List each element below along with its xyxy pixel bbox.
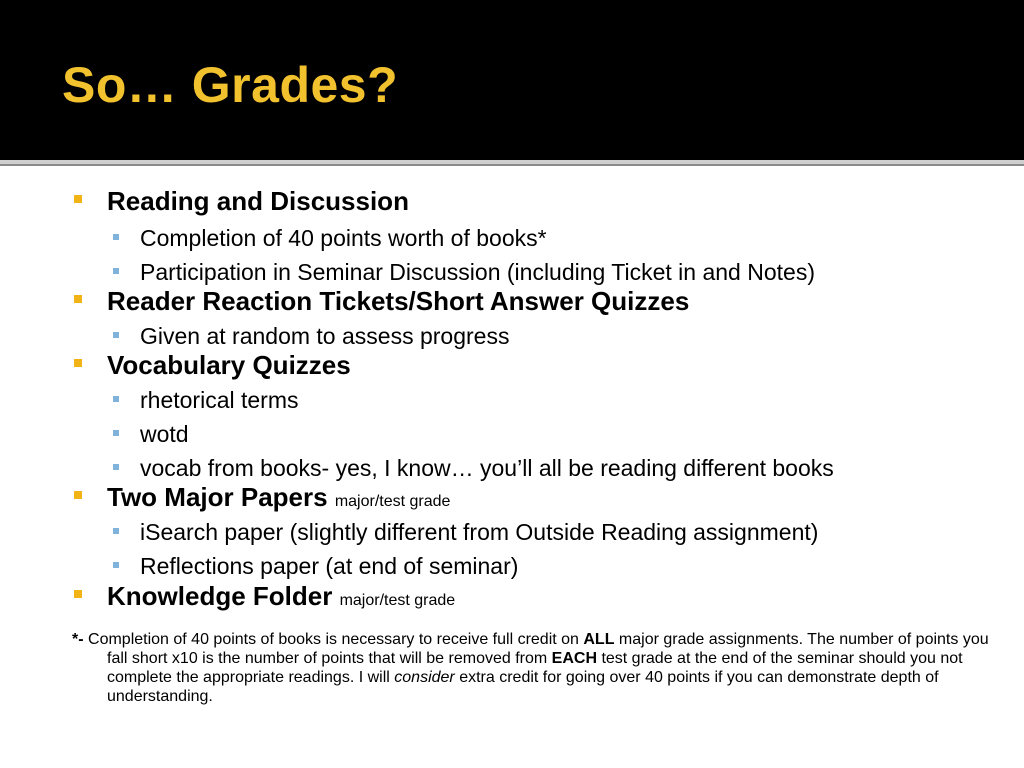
- list-item: [140, 421, 189, 448]
- list-item: [140, 225, 547, 252]
- section-note: major/test grade: [334, 493, 451, 510]
- list-item: [140, 519, 818, 546]
- section-label: Vocabulary Quizzes: [107, 350, 351, 380]
- section-label: Reading and Discussion: [107, 186, 409, 216]
- section-label: Knowledge Folder: [107, 581, 333, 611]
- item-text: Participation in Seminar Discussion (including Ticket in and Notes): [140, 259, 815, 285]
- bullet-square-icon: [74, 295, 82, 303]
- list-item: [140, 387, 298, 414]
- bullet-square-icon: [113, 268, 119, 274]
- item-text: iSearch paper (slightly different from Outside Reading assignment): [140, 519, 819, 545]
- list-item: [140, 259, 815, 286]
- bullet-square-icon: [74, 491, 82, 499]
- section-reader-reaction: [107, 286, 689, 317]
- footnote: [72, 630, 1007, 706]
- list-item: [140, 455, 834, 482]
- bullet-square-icon: [74, 359, 82, 367]
- section-reading-discussion: [107, 186, 409, 217]
- section-note: major/test grade: [339, 592, 456, 609]
- item-text: rhetorical terms: [140, 387, 299, 413]
- footnote-emphasis-each: EACH: [551, 650, 597, 667]
- footnote-emphasis-consider: consider: [394, 669, 455, 686]
- bullet-square-icon: [74, 195, 82, 203]
- item-text: Completion of 40 points worth of books*: [140, 225, 547, 251]
- section-two-major-papers: [107, 482, 450, 513]
- item-text: wotd: [140, 421, 189, 447]
- footnote-text: extra credit for going over 40 points if you can demonstrate depth of understanding.: [107, 669, 939, 705]
- section-knowledge-folder: [107, 581, 455, 612]
- footnote-text: Completion of 40 points of books is necessary to receive full credit on: [83, 631, 584, 648]
- item-text: vocab from books- yes, I know… you’ll all be reading different books: [140, 455, 834, 481]
- bullet-square-icon: [74, 590, 82, 598]
- list-item: [140, 323, 509, 350]
- section-label: Reader Reaction Tickets/Short Answer Quizzes: [107, 286, 690, 316]
- footnote-emphasis-all: ALL: [583, 631, 615, 648]
- bullet-square-icon: [113, 396, 119, 402]
- bullet-square-icon: [113, 332, 119, 338]
- footnote-text: test grade at the end of the seminar should you not complete the appropriate readings. I will: [107, 650, 963, 686]
- bullet-square-icon: [113, 528, 119, 534]
- list-item: [140, 553, 518, 580]
- footnote-text: major grade assignments. The number of points you fall short x10 is the number of points that will be removed from: [107, 631, 989, 667]
- bullet-square-icon: [113, 430, 119, 436]
- slide-title: So… Grades?: [62, 57, 399, 113]
- bullet-square-icon: [113, 464, 119, 470]
- section-vocabulary-quizzes: [107, 350, 351, 381]
- footnote-marker: *-: [72, 631, 84, 648]
- header-divider-shadow: [0, 164, 1024, 166]
- item-text: Reflections paper (at end of seminar): [140, 553, 519, 579]
- bullet-square-icon: [113, 562, 119, 568]
- section-label: Two Major Papers: [107, 482, 328, 512]
- bullet-square-icon: [113, 234, 119, 240]
- item-text: Given at random to assess progress: [140, 323, 510, 349]
